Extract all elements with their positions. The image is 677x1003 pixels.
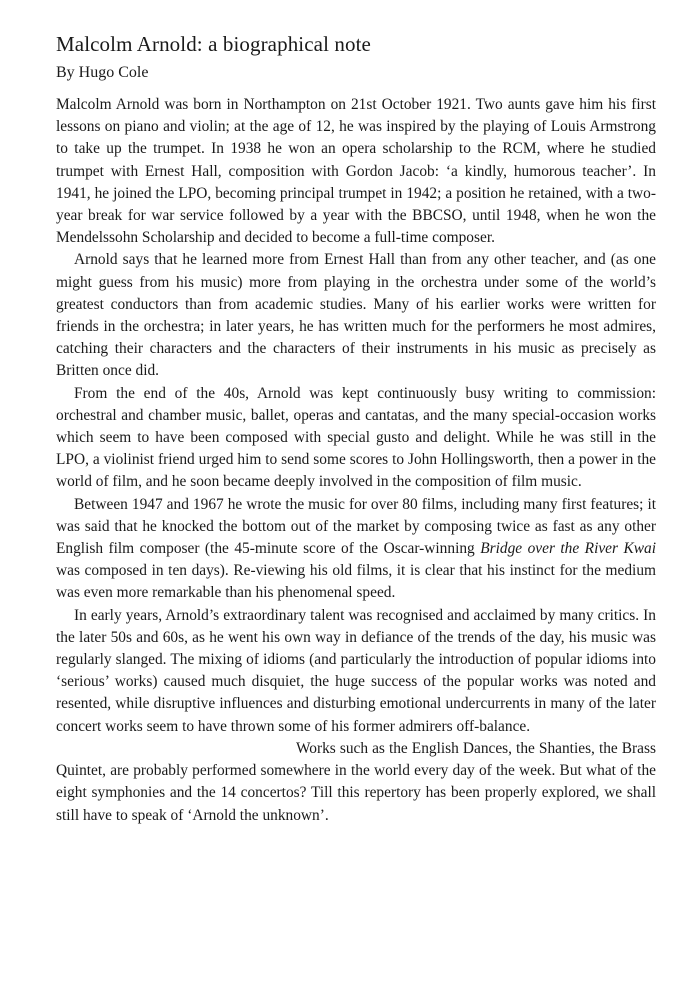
author-byline: By Hugo Cole: [56, 64, 149, 81]
paragraph-film-music: [56, 494, 656, 605]
film-title-emphasis: Bridge over the River Kwai: [480, 540, 656, 558]
paragraph-conclusion: Works such as the English Dances, the Shanties, the Brass Quintet, are probably performed somewhere in the world every day of the week. But what of the eight symphonies and the 14 concertos? Till this repertory has been properly explored, we shall still have to speak of ‘Arnold the unknown’.: [56, 739, 656, 824]
article-title: Malcolm Arnold: a biographical note: [56, 32, 371, 56]
paragraph-film-music-before: Between 1947 and 1967 he wrote the music for over 80 films, including many first features; it was said that he knocked the bottom out of the market by composing twice as fast as any other English film composer (the 45-minute score of the Oscar-winning: [56, 495, 656, 558]
article: [56, 30, 656, 827]
paragraph-critical-reception: In early years, Arnold’s extraordinary talent was recognised and acclaimed by many critics. In the later 50s and 60s, as he went his own way in defiance of the trends of the day, his music was regularly slanged. The mixing of idioms (and particularly the introduction of popular idioms into ‘serious’ works) caused much disquiet, the huge success of the popular works was noted and resented, while disruptive influences and disturbing emotional undercurrents in many of the later concert works seem to have thrown some of his former admirers off-balance.: [56, 606, 656, 735]
paragraph-influences: Arnold says that he learned more from Ernest Hall than from any other teacher, and (as one might guess from his music) more from playing in the orchestra under some of the world’s greatest conductors than from academic studies. Many of his earlier works were written for friends in the orchestra; in later years, he has written much for the performers he most admires, catching their characters and the characters of their instruments in his music as precisely as Britten once did.: [56, 251, 656, 380]
paragraph-film-music-after: was composed in ten days). Re-viewing his old films, it is clear that his instinct for the medium was even more remarkable than his phenomenal speed.: [56, 562, 656, 602]
paragraph-commissions: From the end of the 40s, Arnold was kept continuously busy writing to commission: orchestral and chamber music, ballet, operas and cantatas, and the many special-occasion works which seem to have been composed with special gusto and delight. While he was still in the LPO, a violinist friend urged him to send some scores to John Hollingsworth, then a power in the world of film, and he soon became deeply involved in the composition of film music.: [56, 384, 656, 491]
paragraph-early-life: Malcolm Arnold was born in Northampton on 21st October 1921. Two aunts gave him his first lessons on piano and violin; at the age of 12, he was inspired by the playing of Louis Armstrong to take up the trumpet. In 1938 he won an opera scholarship to the RCM, where he studied trumpet with Ernest Hall, composition with Gordon Jacob: ‘a kindly, humorous teacher’. In 1941, he joined the LPO, becoming principal trumpet in 1942; a position he retained, with a two-year break for war service followed by a year with the BBCSO, until 1948, when he won the Mendelssohn Scholarship and decided to become a full-time composer.: [56, 96, 656, 247]
